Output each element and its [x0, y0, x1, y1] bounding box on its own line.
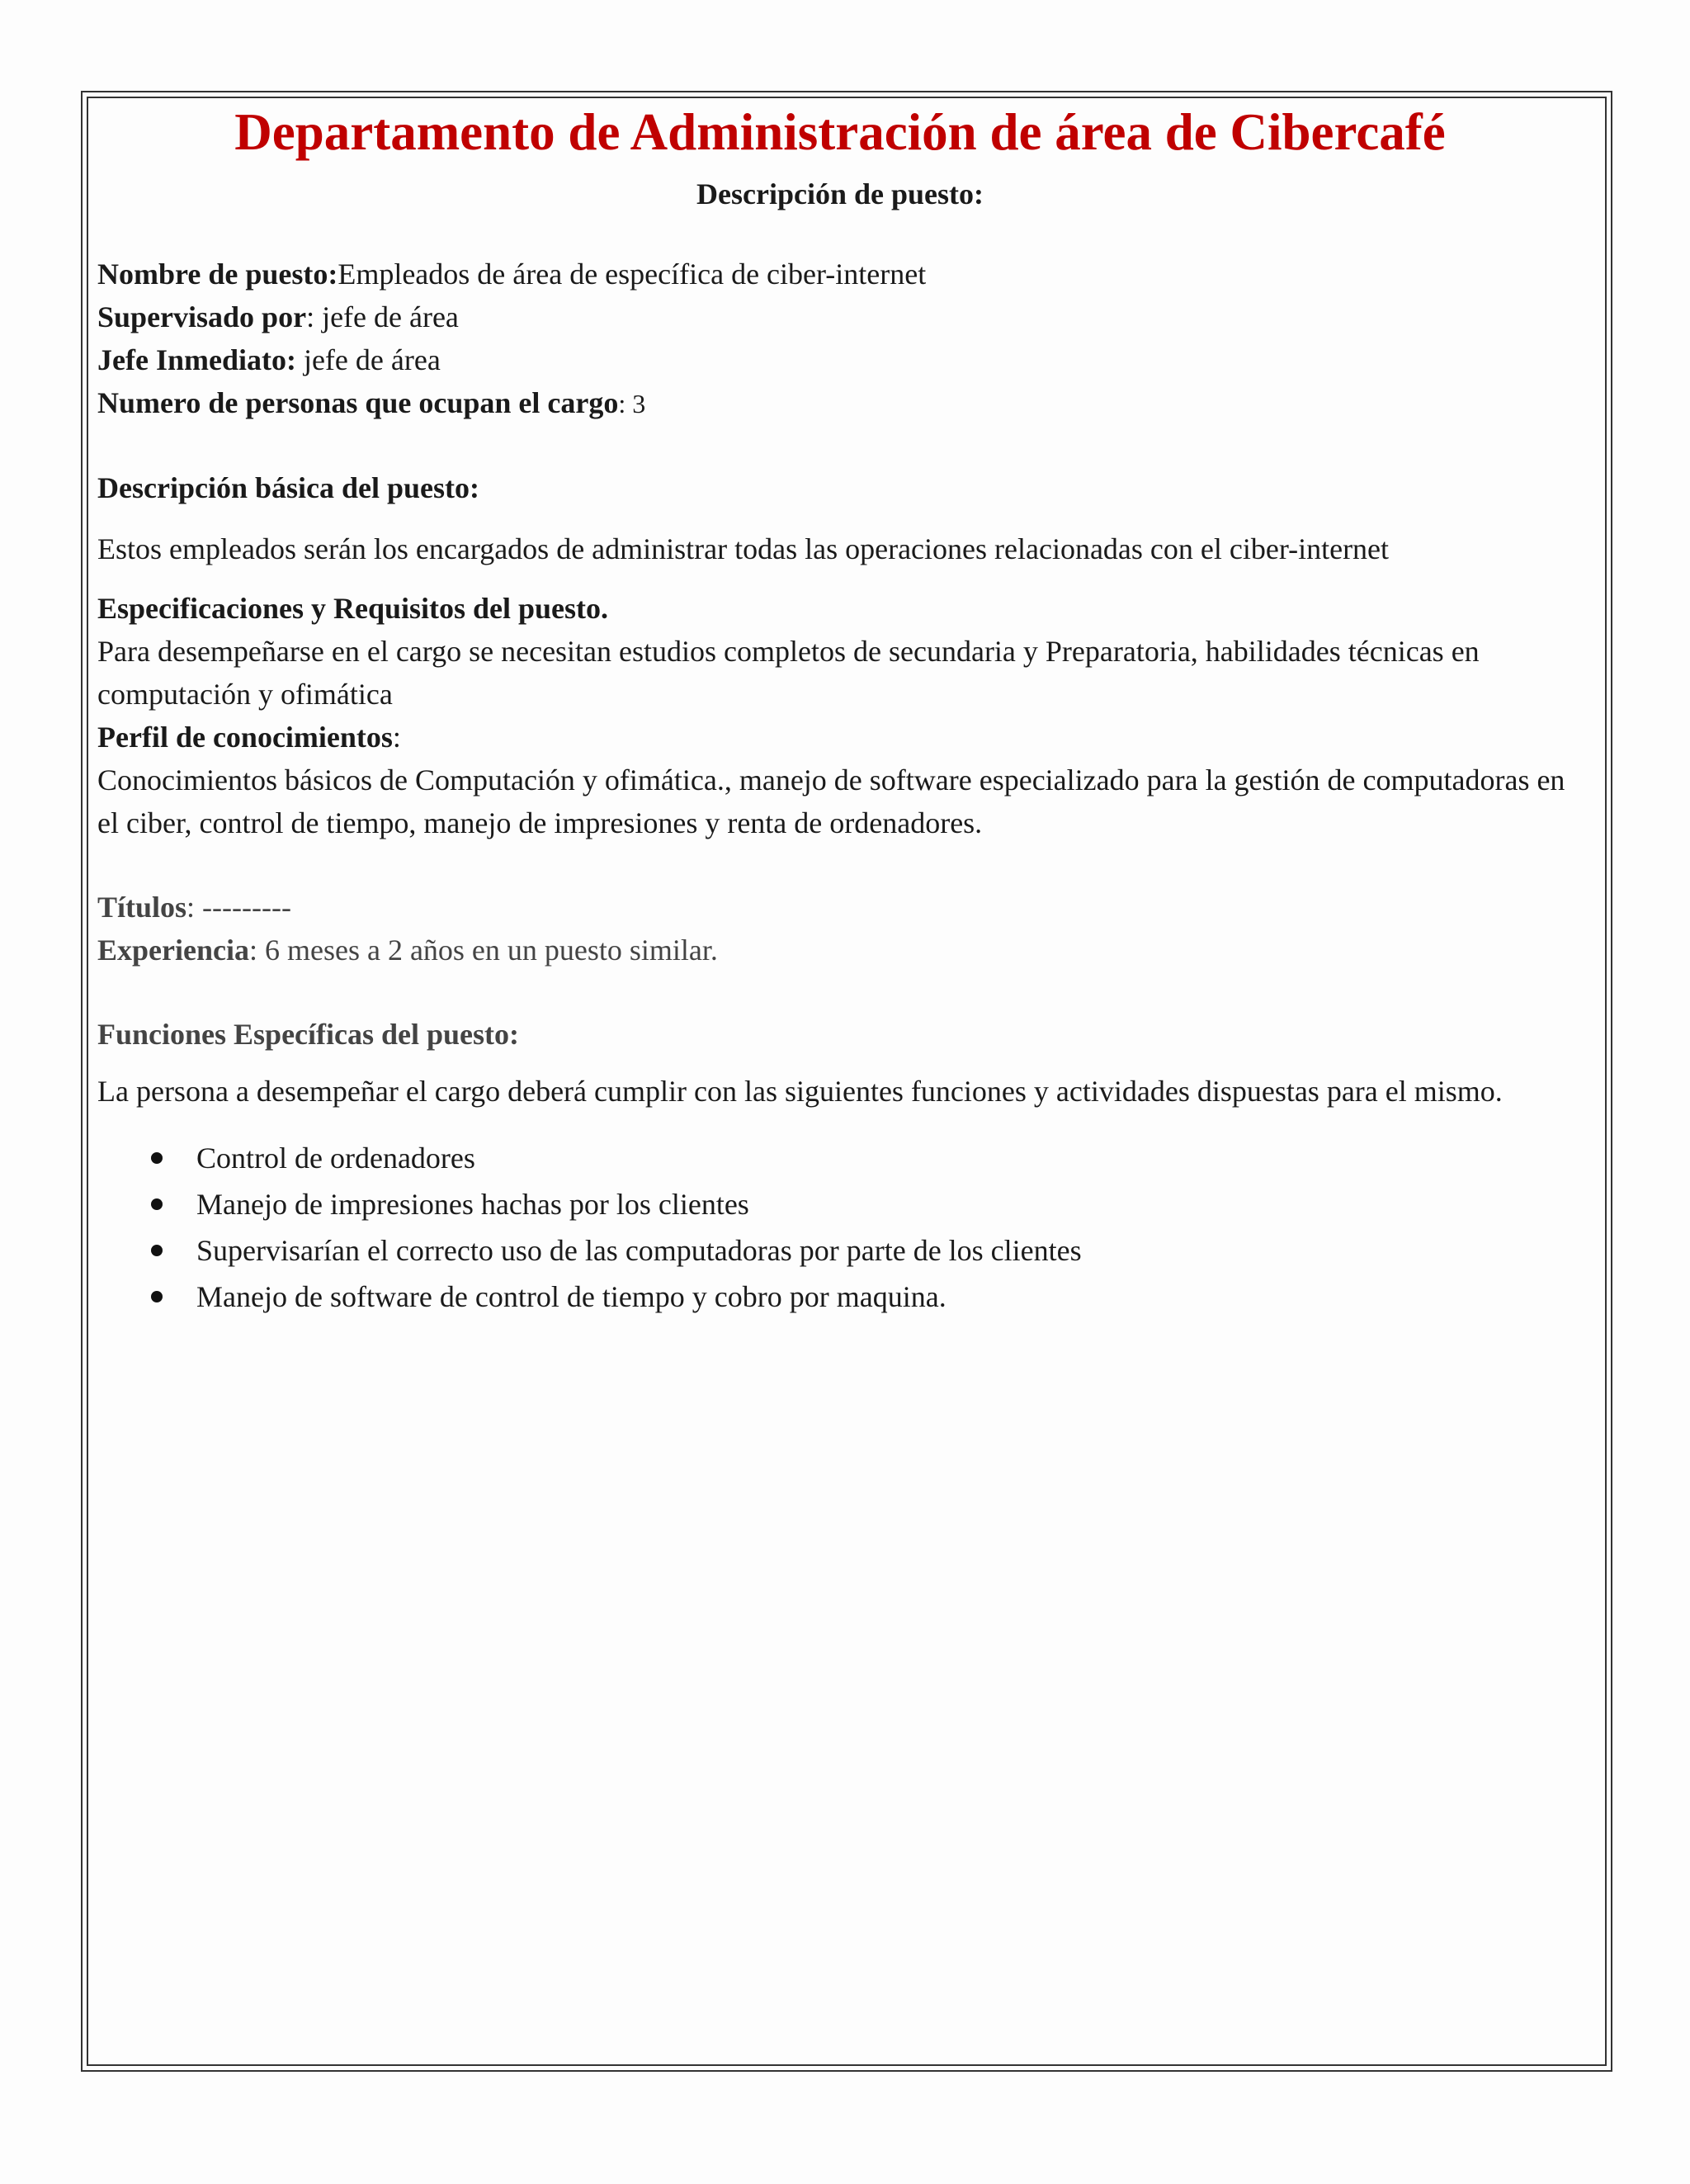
list-item: Manejo de impresiones hachas por los clientes: [97, 1181, 1583, 1227]
specs-text: Para desempeñarse en el cargo se necesitan estudios completos de secundaria y Preparatoria, habilidades técnicas en computación y ofimática: [97, 635, 1480, 711]
field-jefe-value: jefe de área: [295, 343, 441, 376]
document-body: [97, 99, 1583, 1320]
list-item: Manejo de software de control de tiempo y cobro por maquina.: [97, 1274, 1583, 1320]
basic-text: Estos empleados serán los encargados de administrar todas las operaciones relacionadas con el ciber-internet: [97, 532, 1390, 565]
bullet-icon: [151, 1245, 163, 1256]
field-jefe: [97, 338, 1583, 381]
titulos-value: : ---------: [186, 891, 291, 924]
experiencia-label: Experiencia: [97, 934, 249, 967]
list-item: Control de ordenadores: [97, 1135, 1583, 1181]
field-nombre: [97, 253, 1583, 295]
basic-heading: Descripción básica del puesto:: [97, 471, 479, 504]
field-titulos: [97, 886, 1583, 929]
funciones-intro: La persona a desempeñar el cargo deberá cumplir con las siguientes funciones y actividades dispuestas para el mismo.: [97, 1075, 1503, 1108]
funciones-heading: Funciones Específicas del puesto:: [97, 1018, 520, 1051]
titulos-label: Títulos: [97, 891, 187, 924]
field-nombre-value: Empleados de área de específica de ciber-internet: [338, 258, 927, 291]
document-title: Departamento de Administración de área de Cibercafé: [234, 103, 1446, 161]
document-subtitle: Descripción de puesto:: [696, 177, 984, 210]
perfil-text: Conocimientos básicos de Computación y ofimática., manejo de software especializado para la gestión de computadoras en el ciber, control de tiempo, manejo de impresiones y renta de ordenadores.: [97, 763, 1565, 839]
field-numero-value: : 3: [618, 389, 646, 418]
field-numero: [97, 381, 1583, 425]
specs-heading: Especificaciones y Requisitos del puesto.: [97, 592, 609, 625]
experiencia-value: : 6 meses a 2 años en un puesto similar.: [248, 934, 718, 967]
bullet-icon: [151, 1291, 163, 1302]
field-supervisado: [97, 295, 1583, 338]
list-item: Supervisarían el correcto uso de las computadoras por parte de los clientes: [97, 1227, 1583, 1274]
field-experiencia: [97, 929, 1583, 971]
funciones-list: [97, 1135, 1583, 1320]
field-supervisado-value: : jefe de área: [306, 300, 459, 333]
field-numero-label: Numero de personas que ocupan el cargo: [97, 386, 619, 419]
field-supervisado-label: Supervisado por: [97, 300, 307, 333]
perfil-colon: :: [392, 721, 401, 754]
field-jefe-label: Jefe Inmediato:: [97, 343, 296, 376]
field-nombre-label: Nombre de puesto:: [97, 258, 338, 291]
bullet-icon: [151, 1152, 163, 1164]
perfil-label: Perfil de conocimientos: [97, 721, 393, 754]
bullet-icon: [151, 1198, 163, 1210]
perfil-heading: [97, 716, 1583, 759]
